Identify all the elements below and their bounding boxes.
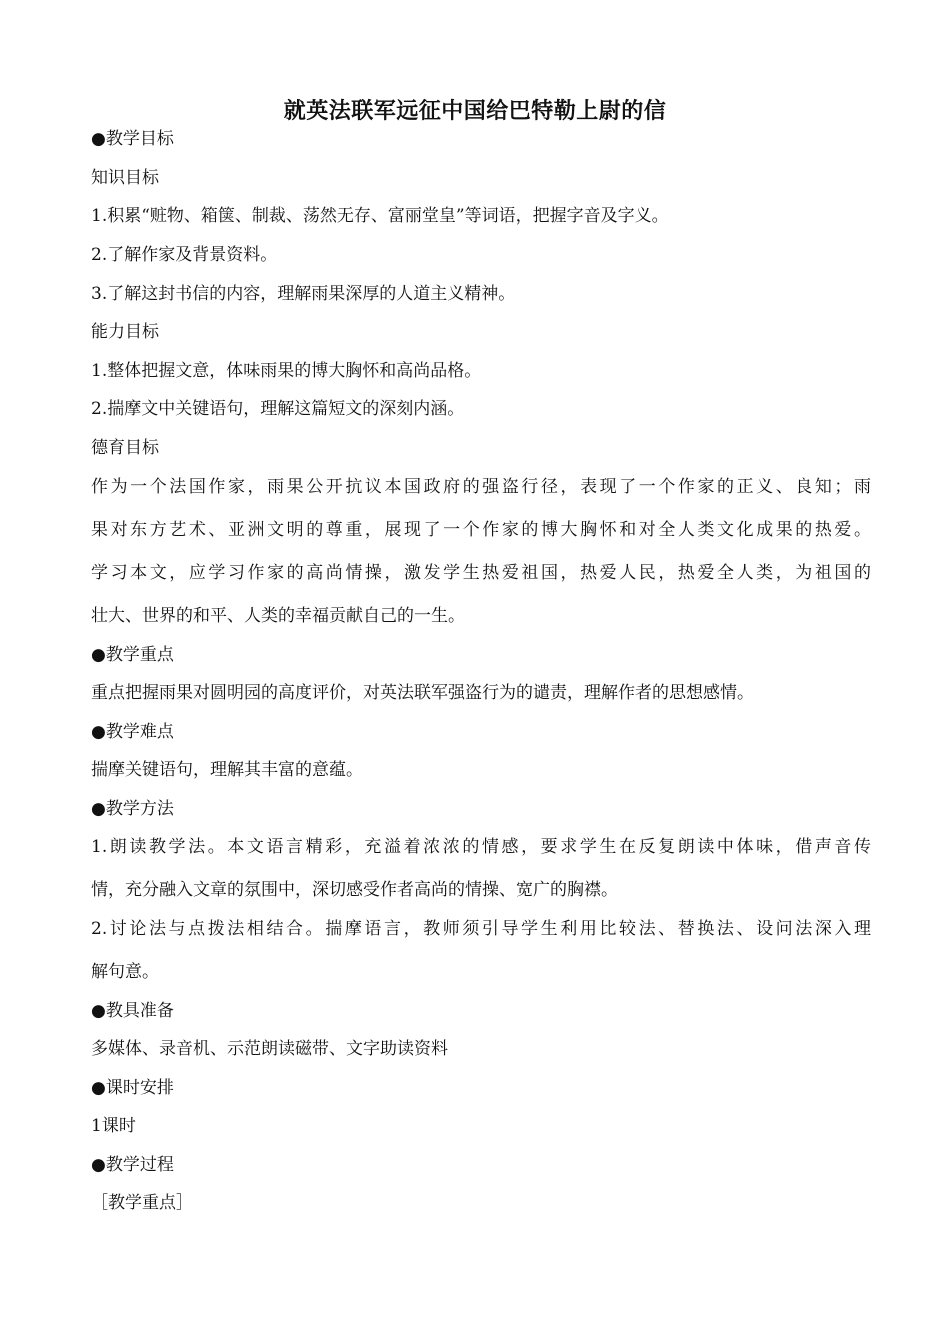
paragraph-line: 多媒体、录音机、示范朗读磁带、文字助读资料 [91, 1039, 448, 1059]
paragraph-line: 2.揣摩文中关键语句，理解这篇短文的深刻内涵。 [91, 399, 465, 419]
subsection-heading: 知识目标 [91, 168, 159, 188]
section-heading: ●教具准备 [91, 1001, 174, 1021]
paragraph-line: 1.积累“赃物、箱箧、制裁、荡然无存、富丽堂皇”等词语，把握字音及字义。 [91, 206, 669, 226]
paragraph-line: 解句意。 [91, 962, 159, 982]
paragraph-line: 3.了解这封书信的内容，理解雨果深厚的人道主义精神。 [91, 284, 516, 304]
section-heading: ●教学过程 [91, 1155, 174, 1175]
section-heading: ●教学难点 [91, 722, 174, 742]
paragraph-line: 果对东方艺术、亚洲文明的尊重，展现了一个作家的博大胸怀和对全人类文化成果的热爱。 [91, 520, 871, 540]
paragraph-line: 学习本文，应学习作家的高尚情操，激发学生热爱祖国，热爱人民，热爱全人类，为祖国的 [91, 563, 871, 583]
section-heading: ●教学目标 [91, 129, 174, 149]
paragraph-line: 重点把握雨果对圆明园的高度评价，对英法联军强盗行为的谴责，理解作者的思想感情。 [91, 683, 754, 703]
paragraph-line: 2.讨论法与点拨法相结合。揣摩语言，教师须引导学生利用比较法、替换法、设问法深入理 [91, 919, 871, 939]
paragraph-line: 作为一个法国作家，雨果公开抗议本国政府的强盗行径，表现了一个作家的正义、良知；雨 [91, 477, 871, 497]
subsection-heading: 德育目标 [91, 438, 159, 458]
paragraph-line: 1.整体把握文意，体味雨果的博大胸怀和高尚品格。 [91, 361, 482, 381]
document-title: 就英法联军远征中国给巴特勒上尉的信 [283, 99, 667, 124]
paragraph-line: 壮大、世界的和平、人类的幸福贡献自己的一生。 [91, 606, 465, 626]
section-heading: ●课时安排 [91, 1078, 174, 1098]
paragraph-line: 1.朗读教学法。本文语言精彩，充溢着浓浓的情感，要求学生在反复朗读中体味，借声音传 [91, 837, 871, 857]
section-heading: ●教学重点 [91, 645, 174, 665]
paragraph-line: 情，充分融入文章的氛围中，深切感受作者高尚的情操、宽广的胸襟。 [91, 880, 618, 900]
paragraph-line: 1课时 [91, 1116, 136, 1136]
paragraph-line: 2.了解作家及背景资料。 [91, 245, 278, 265]
paragraph-line: 揣摩关键语句，理解其丰富的意蕴。 [91, 760, 363, 780]
section-heading: ●教学方法 [91, 799, 174, 819]
subsection-heading: ［教学重点］ [91, 1193, 193, 1213]
subsection-heading: 能力目标 [91, 322, 159, 342]
